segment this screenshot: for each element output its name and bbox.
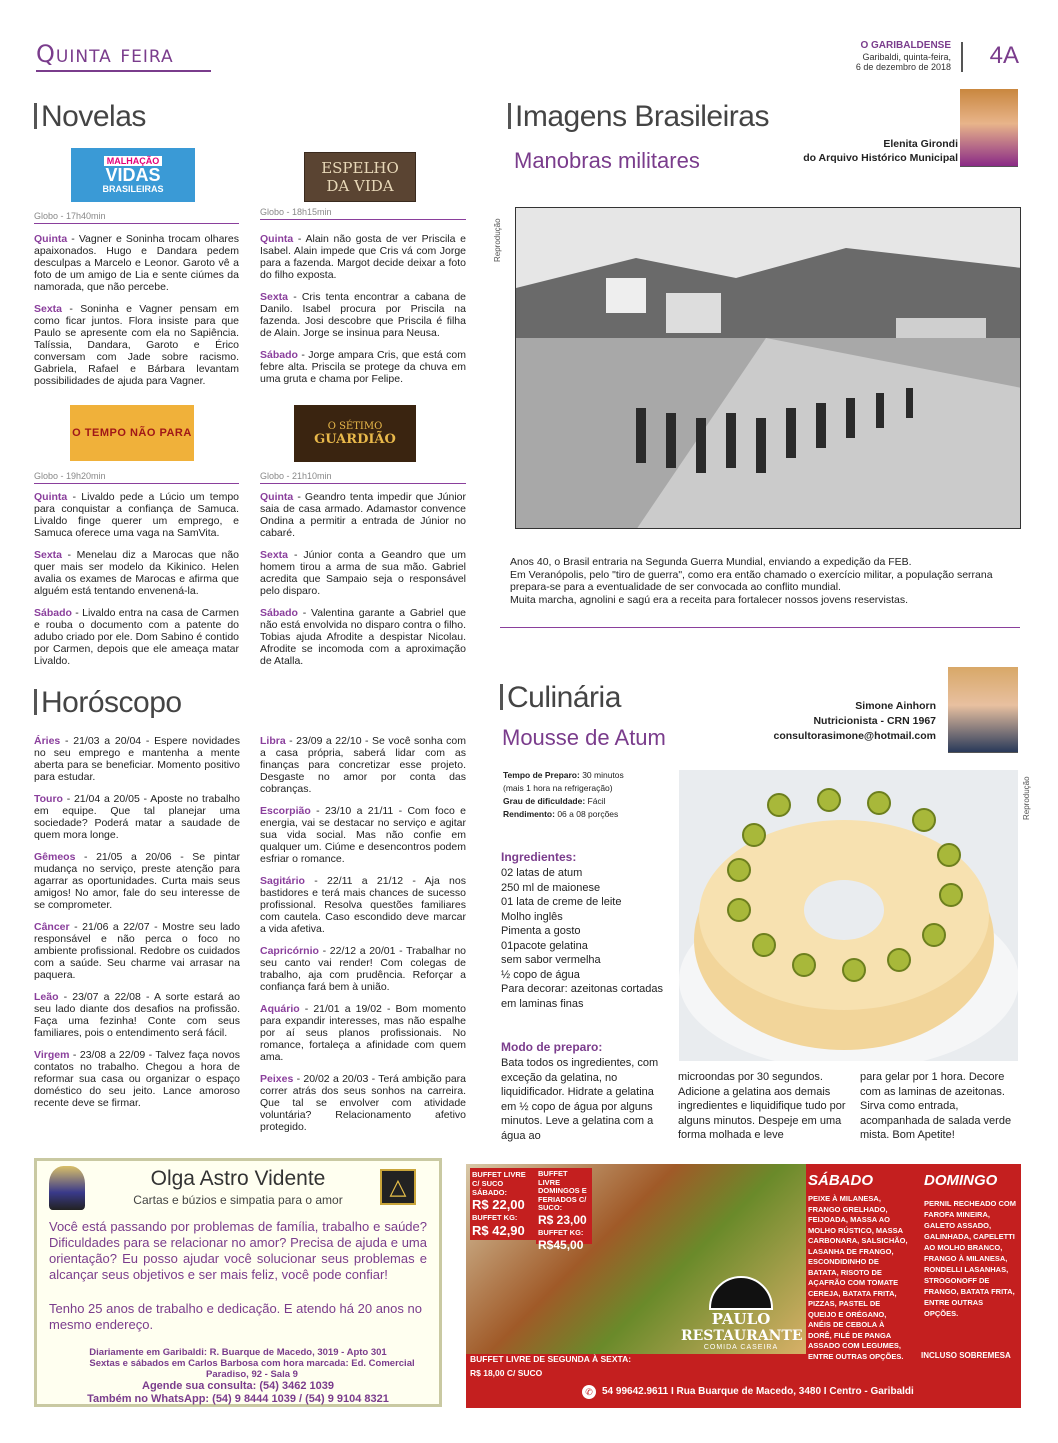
olga-body-1: Você está passando por problemas de família, trabalho e saúde? Dificuldades para se relacionar no amor? Precisa de ajuda e uma orientação? Eu posso ajudar você solucionar seus problemas e alcançar seus objetivos e ser mais feliz, você pode confiar! [49,1219,427,1282]
paper-name: O GARIBALDENSE [860,40,951,51]
olga-phone-2: Também no WhatsApp: (54) 9 8444 1039 / (54) 9 9104 8321 [87,1393,389,1405]
ad-olga-astro [34,1158,442,1407]
domingo-title: DOMINGO [924,1172,998,1189]
horoscopo-left-col: Áries - 21/03 a 20/04 - Espere novidades no seu emprego e mantenha a mente aberta para se beneficiar. Momento positivo para estudar. Touro - 21/04 a 20/05 - Aposte no trabalho em equipe. Que tal planejar uma sociedade? Poderá matar a saudade de quem mora longe. Gêmeos - 21/05 a 20/06 - Se pintar mudança no serviço, preste atenção para agarrar as oportunidades. Curta mais seus amigos! No amor, fale do seu interesse de se comprometer. Câncer - 21/06 a 22/07 - Mostre seu lado responsável e não perca o foco no ambiente profissional. Redobre os cuidados com a saúde. Seu charme vai arrasar na paquera. Leão - 23/07 a 22/08 - A sorte estará ao seu lado diante dos desafios na profissão. Faça uma fezinha! Conte com seus familiares, pois o entendimento será fácil. Virgem - 23/08 a 22/09 - Talvez faça novos contatos no trabalho. Chegou a hora de reformar sua casa ou organizar o espaço doméstico do seu jeito. Lance amoroso recente deve se firmar. [34,735,240,1109]
culinaria-subtitle: Mousse de Atum [502,725,666,750]
logo-malhacao: MALHAÇÃO VIDAS BRASILEIRAS [71,148,195,202]
imagens-title: Imagens Brasileiras [508,100,769,134]
buffet-domingo-box: BUFFET LIVRE DOMINGOS E FERIADOS C/ SUCO: R$ 23,00 BUFFET KG: R$45,00 [536,1168,592,1244]
olga-subtitle: Cartas e búzios e simpatia para o amor [133,1193,343,1207]
sabado-menu: PEIXE À MILANESA, FRANGO GRELHADO, FEIJOADA, MASSA AO MOLHO RÚSTICO, MASSA CARBONARA, SALSICHÃO, LASANHA DE FRANGO, ESCONDIDINHO DE BATATA, RISOTO DE AÇAFRÃO COM TOMATE CEREJA, BATATA FRITA, PIZZAS, PASTEL DE QUEIJO E ORÉGANO, ANÉIS DE CEBOLA À DORÊ, FILÉ DE PANGA ASSADO COM LEGUMES, ENTRE OUTRAS OPÇÕES. [808,1194,908,1361]
restaurant-logo: PAULO RESTAURANTE COMIDA CASEIRA [681,1276,801,1362]
restaurant-footer: 54 99642.9611 I Rua Buarque de Macedo, 3480 I Centro - Garibaldi [602,1386,914,1397]
horoscopo-title: Horóscopo [34,686,182,720]
imagens-caption: Anos 40, o Brasil entraria na Segunda Guerra Mundial, enviando a expedição da FEB. Em Veranópolis, pelo "tiro de guerra", como era então chamado o exercício militar, a população serrana prepara-se para a eventualidade de ser convocada ao conflito mundial. Muita marcha, agnolini e sagú era a receita para fortalecer nossos jovens reservistas. [510,556,993,606]
day-title: Quinta feira [36,40,174,68]
weekday-label: BUFFET LIVRE DE SEGUNDA À SEXTA: [470,1354,632,1364]
logo-tempo-nao-para: O TEMPO NÃO PARA [70,405,194,461]
buffet-sabado-box: BUFFET LIVRE C/ SUCO SÁBADO: R$ 22,00 BUFFET KG: R$ 42,90 [470,1168,536,1240]
ingredients-title: Ingredientes: [501,850,577,864]
mousse-photo [679,770,1018,1061]
caption-malhacao: Globo - 17h40min [34,211,239,224]
dateline-1: Garibaldi, quinta-feira, [862,52,951,62]
page-header [36,38,1021,78]
author-photo-simone [948,667,1018,753]
logo-setimo-guardiao: O SÉTIMO GUARDIÃO [294,405,416,462]
method-col-2: microondas por 30 segundos. Adicione a gelatina aos demais ingredientes e liquidifique tudo por alguns minutos. Despeje em uma forma molhada e leve [678,1071,846,1141]
cloche-icon [709,1276,773,1310]
imagens-author-name: Elenita Girondi [883,138,958,150]
whatsapp-icon: ✆ [582,1385,596,1399]
ad-paulo-restaurante [466,1164,1021,1408]
weekday-price: R$ 18,00 C/ SUCO [470,1368,543,1378]
header-rule [36,70,211,72]
domingo-menu: PERNIL RECHEADO COM FAROFA MINEIRA, GALETO ASSADO, GALINHADA, CAPELETTI AO MOLHO BRANCO, FRANGO À MILANESA, RONDELLI LASANHAS, STROGONOFF DE FRANGO, BATATA FRITA, ENTRE OUTRAS OPÇÕES. [924,1199,1016,1318]
caption-espelho: Globo - 18h15min [260,207,466,220]
ingredients-block: Ingredientes: 02 latas de atum 250 ml de maionese 01 lata de creme de leite Molho inglês Pimenta a gosto 01pacote gelatina sem sabor vermelha ½ copo de água Para decorar: azeitonas cortadas em laminas finas [501,850,669,1011]
culinaria-author-role: Nutricionista - CRN 1967 [813,715,936,727]
page-number: 4A [989,42,1019,69]
dateline-2: 6 de dezembro de 2018 [855,62,951,72]
culinaria-author-email: consultorasimone@hotmail.com [773,730,936,742]
olga-addr-1: Diariamente em Garibaldi: R. Buarque de Macedo, 3019 - Apto 301 [89,1347,387,1358]
imagens-credit: Reprodução [493,218,502,262]
caption-tempo: Globo - 19h20min [34,471,239,484]
culinaria-credit: Reprodução [1022,776,1031,820]
header-divider [961,42,963,72]
novela-tempo-text: Quinta - Livaldo pede a Lúcio um tempo para conquistar a confiança de Samuca. Livaldo finge querer um emprego, e Samuca oferece uma vaga na SamVita. Sexta - Menelau diz a Marocas que não quer mais ser modelo da Kikinico. Helen avalia os exames de Marocas e afirma que alguém está tentando envenená-la. Sábado - Livaldo entra na casa de Carmen e rouba o documento com a patente do adubo criado por ele. Dom Sabino é contido por Carmen, depois que ele ameaça matar Livaldo. [34,491,239,667]
imagens-subtitle: Manobras militares [514,148,700,173]
imagens-divider [500,627,1020,628]
novela-setimo-text: Quinta - Geandro tenta impedir que Júnior saia de casa armado. Adamastor convence Ondina a permitir a entrada de Júnior no cabaré. Sexta - Júnior conta a Geandro que um homem tirou a arma de sua mão. Gabriel acredita que Sampaio seja o responsável pelo disparo. Sábado - Valentina garante a Gabriel que não está envolvida no disparo contra o filho. Tobias ajuda Afrodite a despistar Nicolau. Afrodite se incomoda com a aproximação de Atalla. [260,491,466,667]
method-col-3: para gelar por 1 hora. Decore com as laminas de azeitonas. Sirva como entrada, acompanhada de salada verde mista. Bom Apetite! [860,1071,1012,1141]
historic-photo [515,207,1021,529]
horoscopo-right-col: Libra - 23/09 a 22/10 - Se você sonha com a casa própria, saberá lidar com as finanças para concretizar esse projeto. Desgaste no amor por conta das cobranças. Escorpião - 23/10 a 21/11 - Com foco e energia, vai se destacar no serviço e agitar sua vida social. Mas não confie em qualquer um. Ciúme e desencontros podem esfriar o romance. Sagitário - 22/11 a 21/12 - Aja nos bastidores e terá mais chances de sucesso profissional. Resolva questões familiares com cautela. Caso escondido deve marcar a vida afetiva. Capricórnio - 22/12 a 20/01 - Trabalhar no seu canto vai render! Com colegas de trabalho, aja com prudência. Reforçar a confiança fará bem à união. Aquário - 21/01 a 19/02 - Bom momento para expandir interesses, mas não espalhe por aí seus planos profissionais. No romance, fortaleça a afinidade com quem ama. Peixes - 20/02 a 20/03 - Terá ambição para correr atrás dos seus sonhos na carreira. Que tal se envolver com atividade voluntária? Relacionamento afetivo protegido. [260,735,466,1133]
logo-espelho-da-vida: ESPELHO DA VIDA [304,152,416,202]
imagens-author-role: do Arquivo Histórico Municipal [803,152,958,164]
culinaria-author-name: Simone Ainhorn [855,700,936,712]
sabado-title: SÁBADO [808,1172,874,1189]
recipe-meta: Tempo de Preparo: 30 minutos (mais 1 hora na refrigeração) Grau de dificuldade: Fácil Rendimento: 06 a 08 porções [503,770,624,819]
novela-malhacao-text: Quinta - Vagner e Soninha trocam olhares apaixonados. Hugo e Dandara pedem desculpas a Marcelo e Leonor. Garoto vê a foto de um amigo de Lia e sente ciúmes da namorada, que não percebe. Sexta - Soninha e Vagner pensam em como ficar juntos. Flora insiste para que Paulo se apresente com ela no Sapiência. Talíssia, Dandara, Garoto e Érico conversam com Jade sobre racismo. Gabriela, Rafael e Bárbara levantam possibilidades de ajuda para Vagner. [34,233,239,387]
method-title: Modo de preparo: [501,1040,603,1054]
culinaria-title: Culinária [500,681,621,715]
caption-setimo: Globo - 21h10min [260,471,466,484]
method-block: Modo de preparo: Bata todos os ingredientes, com exceção da gelatina, no liquidificador. Hidrate a gelatina em ½ copo de água por alguns minutos. Leve a gelatina com a água ao [501,1040,669,1143]
olga-phone-1: Agende sua consulta: (54) 3462 1039 [142,1380,334,1392]
olga-body-2: Tenho 25 anos de trabalho e dedicação. E atendo há 20 anos no mesmo endereço. [49,1301,422,1332]
olga-title: Olga Astro Vidente [150,1167,326,1190]
author-photo-elenita [960,89,1018,167]
olga-addr-2: Sextas e sábados em Carlos Barbosa com hora marcada: Ed. Comercial Paradiso, 92 - Sala 9 [89,1358,415,1380]
eye-triangle-icon: △ [380,1169,416,1205]
novela-espelho-text: Quinta - Alain não gosta de ver Priscila e Isabel. Alain impede que Cris vá com Jorge para a fazenda. Margot decide deixar a foto do filho exposta. Sexta - Cris tenta encontrar a cabana de Danilo. Isabel procura por Priscila na fazenda. Josi descobre que Priscila é filha de Alain. Jorge se insinua para Neusa. Sábado - Jorge ampara Cris, que está com febre alta. Priscila se protege da chuva em uma gruta e chama por Felipe. [260,233,466,385]
novelas-title: Novelas [34,100,146,134]
domingo-extra: INCLUSO SOBREMESA [921,1351,1011,1360]
